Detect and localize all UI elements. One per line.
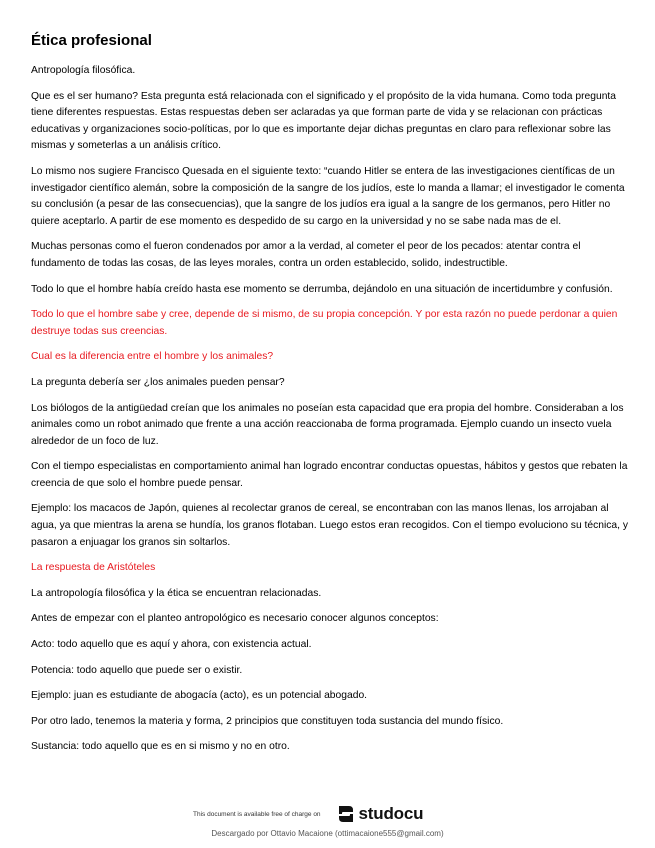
paragraph: Todo lo que el hombre había creído hasta ese momento se derrumba, dejándolo en una situación de incertidumbre y confusión. — [31, 283, 613, 295]
paragraph: Potencia: todo aquello que puede ser o existir. — [31, 664, 243, 676]
paragraph: Lo mismo nos sugiere Francisco Quesada en el siguiente texto: “cuando Hitler se entera de las investigaciones científicas de un investigador científico alemán, sobre la composición de la sangre de los judíos, este lo manda a llamar; el investigador le comenta su conclusión (a pesar de las consecuencias), que la sangre de los judíos era igual a la sangre de los germanos, pero Hitler no quiere aceptarlo. A partir de ese momento es despedido de su cargo en la universidad y no se sabe nada mas de el. — [31, 165, 625, 227]
paragraph: Antes de empezar con el planteo antropológico es necesario conocer algunos conceptos: — [31, 613, 439, 625]
paragraph: Que es el ser humano? Esta pregunta está relacionada con el significado y el propósito de la vida humana. Como toda pregunta tiene diferentes respuestas. Estas respuestas deben ser aclaradas ya que forman parte de vida y se relacionan con prácticas educativas y organizaciones socio-políticas, por lo que es importante dejar dichas preguntas en claro para reflexionar sobre las mismas y someterlas a un análisis crítico. — [31, 90, 617, 152]
document-body — [31, 63, 629, 756]
paragraph: Acto: todo aquello que es aquí y ahora, con existencia actual. — [31, 639, 312, 651]
paragraph: La respuesta de Aristóteles — [31, 562, 156, 574]
studocu-logo-text: studocu — [358, 804, 424, 823]
paragraph: Ejemplo: los macacos de Japón, quienes al recolectar granos de cereal, se encontraban con las manos llenas, los arrojaban al agua, ya que mientras la arena se hundía, los granos flotaban. Luego estos eran recogidos. Con el tiempo evoluciono su técnica, y pasaron a enjuagar los granos sin soltarlos. — [31, 503, 629, 548]
paragraph: Sustancia: todo aquello que es en si mismo y no en otro. — [31, 741, 290, 753]
paragraph: Antropología filosófica. — [31, 65, 136, 76]
download-notice: Descargado por Ottavio Macaione (ottimacaione555@gmail.com) — [211, 829, 444, 838]
studocu-logo[interactable] — [335, 803, 424, 825]
document-page — [31, 32, 629, 765]
paragraph: La pregunta debería ser ¿los animales pueden pensar? — [31, 376, 285, 388]
paragraph: Cual es la diferencia entre el hombre y los animales? — [31, 351, 274, 363]
paragraph: Por otro lado, tenemos la materia y forma, 2 principios que constituyen toda sustancia del mundo físico. — [31, 715, 504, 727]
paragraph: Ejemplo: juan es estudiante de abogacía (acto), es un potencial abogado. — [31, 690, 368, 702]
footer-notice-row — [193, 803, 423, 825]
paragraph: La antropología filosófica y la ética se encuentran relacionadas. — [31, 587, 322, 599]
studocu-logo-icon — [335, 803, 357, 825]
document-title: Ética profesional — [31, 32, 152, 49]
paragraph: Muchas personas como el fueron condenados por amor a la verdad, al cometer el peor de los pecados: atentar contra el fundamento de todas las cosas, de las leyes morales, contra un orden establecido, solido, indestructible. — [31, 241, 581, 269]
paragraph: Los biólogos de la antigüedad creían que los animales no poseían esta capacidad que era propia del hombre. Consideraban a los animales como un robot animado que frente a una acción reaccionaba de forma programada. Ejemplo cuando un insecto vuela alrededor de un foco de luz. — [31, 402, 624, 447]
paragraph: Todo lo que el hombre sabe y cree, depende de si mismo, de su propia concepción. Y por esta razón no puede perdonar a quien destruye todas sus creencias. — [31, 309, 618, 337]
footer-notice: This document is available free of charge on — [193, 810, 321, 818]
paragraph: Con el tiempo especialistas en comportamiento animal han logrado encontrar conductas opuestas, hábitos y gestos que rebaten la creencia de que solo el hombre puede pensar. — [31, 461, 628, 489]
